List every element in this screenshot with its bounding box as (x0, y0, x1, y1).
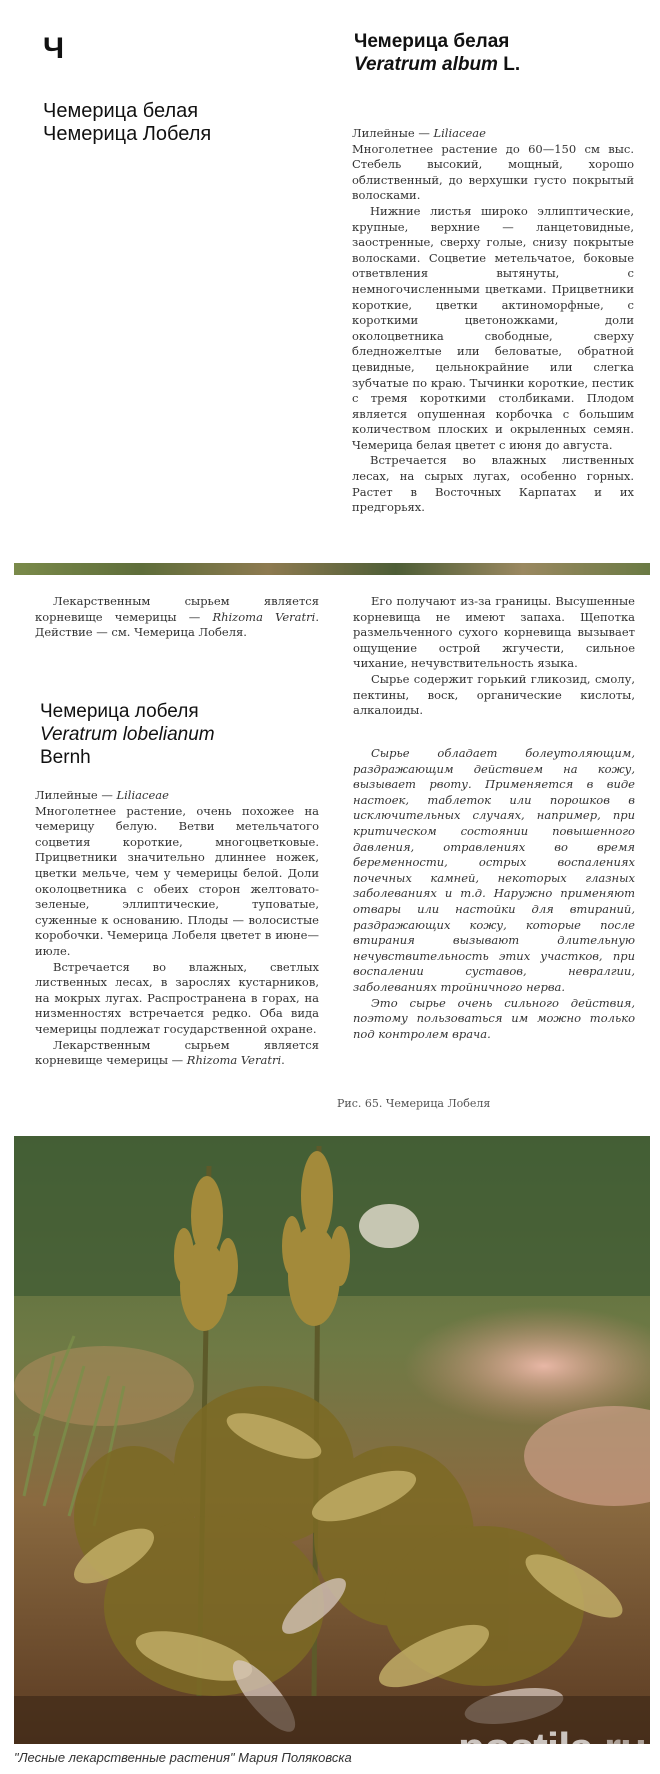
species2-latin: Veratrum lobelianum (40, 724, 215, 745)
species1-continued (353, 594, 635, 719)
paragraph: Встречается во влажных лиственных лесах, на сырых лугах, особенно горных. Растет в Восточных Карпатах и их предгорьях. (352, 453, 634, 515)
species2-author: Bernh (40, 747, 91, 768)
paragraph: Сырье обладает болеутоляющим, раздражающим действием на кожу, вызывает рвоту. Применяется в виде настоек, таблеток или порошков в исключительных случаях, например, при критическом состоянии повышенного давления, отравлениях во время беременности, острых воспалениях почечных камней, некоторых глазных заболеваниях и т.д. Наружно применяют отвары или настойки для втираний, раздражающих кожу, которые после втирания вызывают длительную нечувствительность этих участков, при воспалении суставов, невралгии, заболеваниях тройничного нерва. (353, 746, 635, 994)
index-line-2: Чемерица Лобеля (43, 123, 212, 145)
species2-family (35, 788, 319, 804)
raw-latin: Rhizoma Veratri (186, 1053, 282, 1068)
species1-family (352, 126, 634, 142)
raw-text-end: . (281, 1053, 285, 1068)
species1-heading (354, 30, 520, 76)
species1-latin: Veratrum album (354, 54, 498, 75)
raw-latin: Rhizoma Veratri (212, 609, 316, 624)
species2-heading (40, 700, 215, 769)
watermark (458, 1724, 646, 1774)
raw-text-end: . Действие — см. Чемерица Лобеля. (35, 609, 319, 640)
paragraph: Многолетнее растение, очень похожее на чемерицу белую. Ветви метельчатого соцветия короткие, многоцветковые. Прицветники значительно длиннее ножек, цветки мельче, чем у чемерицы белой. Доли околоцветника с обеих сторон желтовато-зеленые, эллиптические, туповатые, суженные к основанию. Плоды — волосистые коробочки. Чемерица Лобеля цветет в июне—июле. (35, 803, 319, 958)
family-ru: Лилейные — (352, 126, 434, 140)
section-letter: Ч (43, 32, 65, 65)
paragraph: Сырье содержит горький гликозид, смолу, пектины, воск, органические кислоты, алкалоиды. (353, 671, 635, 718)
paragraph (35, 1038, 319, 1069)
plant-illustration (14, 1136, 650, 1744)
paragraph (35, 594, 319, 641)
figure-caption: Рис. 65. Чемерица Лобеля (337, 1097, 491, 1110)
plant-photo (14, 1136, 650, 1744)
species2-description (35, 788, 319, 1069)
usage-text (353, 746, 635, 1042)
paragraph: Его получают из-за границы. Высушенные корневища не имеют запаха. Щепотка размельченного сухого корневища вызывает ощущение острой жгучести, сильное чихание, нечувствительность языка. (353, 594, 635, 671)
paragraph: Это сырье очень сильного действия, поэтому пользоваться им можно только под контролем врача. (353, 995, 635, 1041)
paragraph: Встречается во влажных, светлых лиственных лесах, в зарослях кустарников, на мокрых лугах. Распространена в горах, на низменностях встречается редко. Оба вида чемерицы подлежат государственной охране. (35, 959, 319, 1036)
species1-description (352, 126, 634, 516)
family-lat: Liliaceae (116, 788, 169, 802)
index-line-1: Чемерица белая (43, 100, 199, 122)
raw-text: Лекарственным сырьем является корневище чемерицы — (35, 1037, 319, 1068)
paragraph: Многолетнее растение до 60—150 см выс. Стебель высокий, мощный, хорошо облиственный, до верхушки густо покрытый волосками. (352, 141, 634, 203)
section-index (43, 100, 211, 146)
raw-text: Лекарственным сырьем является корневище чемерицы — (35, 594, 319, 624)
source-credit: "Лесные лекарственные растения" Мария Поляковска (14, 1750, 352, 1765)
species1-raw-material (35, 594, 319, 641)
species1-title: Чемерица белая (354, 31, 510, 52)
watermark-domain: .ru (592, 1724, 646, 1773)
species2-title: Чемерица лобеля (40, 701, 199, 722)
family-ru: Лилейные — (35, 788, 117, 802)
species1-author: L. (497, 54, 521, 75)
watermark-name: postila (457, 1724, 593, 1773)
paragraph: Нижние листья широко эллиптические, крупные, верхние — ланцетовидные, заостренные, сверху голые, снизу покрытые волосками. Соцветие метельчатое, боковые ответвления вытянуты, с немногочисленными цветками. Прицветники короткие, цветки актиноморфные, с короткими цветоножками, доли околоцветника свободные, сверху бледножелтые или беловатые, обратной цевидные, цельнокрайние или слегка зубчатые по краю. Тычинки короткие, пестик с тремя короткими столбиками. Плодом является опушенная корбочка с большим количеством плоских и окрыленных семян. Чемерица белая цветет с июня до августа. (352, 203, 634, 452)
family-lat: Liliaceae (433, 126, 486, 140)
photo-strip (14, 563, 650, 575)
